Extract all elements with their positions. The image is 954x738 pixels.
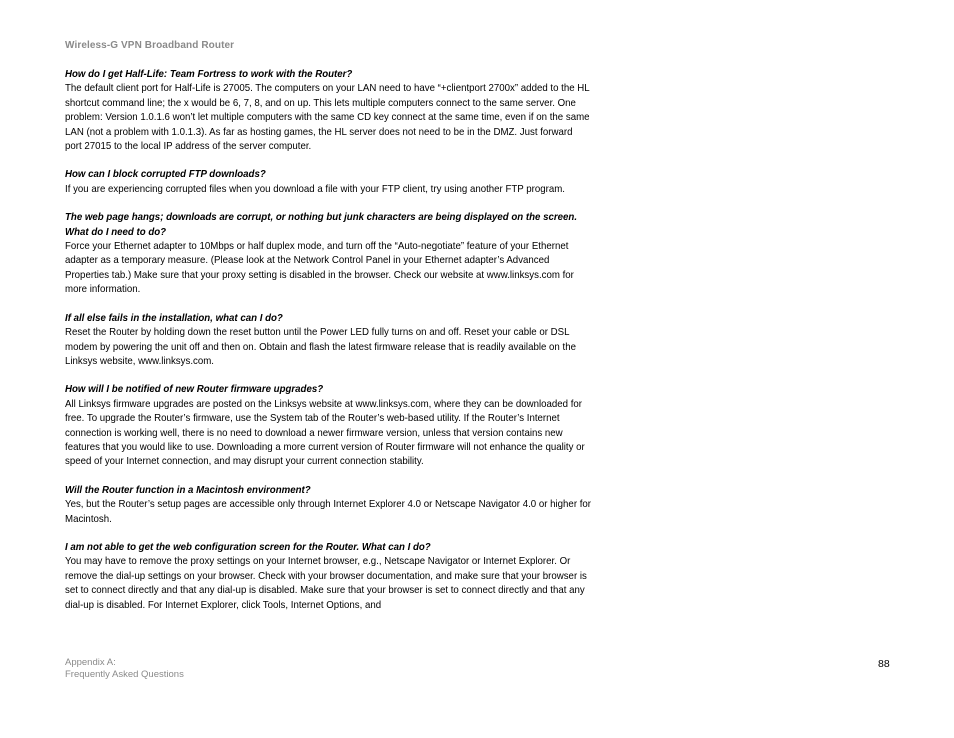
faq-item-installation-fails <box>65 312 595 370</box>
faq-question: How can I block corrupted FTP downloads? <box>65 169 266 181</box>
faq-answer: Force your Ethernet adapter to 10Mbps or half duplex mode, and turn off the “Auto-negotiate” feature of your Ethernet adapter as a temporary measure. (Please look at the Network Control Panel in your Ethernet adapter’s Advanced Properties tab.) Make sure that your proxy setting is disabled in the browser. Check our website at www.linksys.com for more information. <box>65 241 574 296</box>
footer-section-label <box>65 657 184 681</box>
faq-item-ftp-downloads <box>65 168 595 197</box>
faq-list <box>65 68 595 627</box>
faq-item-web-configuration <box>65 541 595 613</box>
faq-answer: You may have to remove the proxy settings on your Internet browser, e.g., Netscape Navigator or Internet Explorer. Or remove the dial-up settings on your browser. Check with your browser documentation, and make sure that your browser is set to connect directly and that any dial-up is disabled. Make sure that your browser is set to connect directly and that any dial-up is disabled. For Internet Explorer, click Tools, Internet Options, and <box>65 556 587 611</box>
faq-question: I am not able to get the web configuration screen for the Router. What can I do? <box>65 541 431 553</box>
faq-item-firmware-upgrades <box>65 383 595 469</box>
faq-item-half-life <box>65 68 595 154</box>
faq-answer: All Linksys firmware upgrades are posted on the Linksys website at www.linksys.com, where they can be downloaded for free. To upgrade the Router’s firmware, use the System tab of the Router’s web-based utility. If the Router’s Internet connection is working well, there is no need to download a newer firmware version, unless that version contains new features that you would like to use. Downloading a more current version of Router firmware will not enhance the quality or speed of your Internet connection, and may disrupt your current connection stability. <box>65 398 585 468</box>
page-number: 88 <box>878 658 890 670</box>
faq-answer: Yes, but the Router’s setup pages are accessible only through Internet Explorer 4.0 or Netscape Navigator 4.0 or higher for Macintosh. <box>65 499 592 525</box>
faq-answer: Reset the Router by holding down the reset button until the Power LED fully turns on and off. Reset your cable or DSL modem by powering the unit off and then on. Obtain and flash the latest firmware release that is readily available on the Linksys website, www.linksys.com. <box>65 327 576 367</box>
faq-question: How will I be notified of new Router firmware upgrades? <box>65 384 324 396</box>
footer-section-line-2: Frequently Asked Questions <box>65 669 184 680</box>
faq-question: The web page hangs; downloads are corrupt, or nothing but junk characters are being displayed on the screen. What do I need to do? <box>65 212 578 238</box>
faq-item-macintosh <box>65 484 595 527</box>
faq-answer: If you are experiencing corrupted files when you download a file with your FTP client, try using another FTP program. <box>65 183 565 195</box>
faq-question: Will the Router function in a Macintosh environment? <box>65 484 311 496</box>
faq-question: If all else fails in the installation, what can I do? <box>65 312 283 324</box>
faq-question: How do I get Half-Life: Team Fortress to work with the Router? <box>65 69 353 80</box>
footer-section-line-1: Appendix A: <box>65 657 116 668</box>
faq-item-web-page-hangs <box>65 211 595 297</box>
running-header: Wireless-G VPN Broadband Router <box>65 40 235 51</box>
faq-answer: The default client port for Half-Life is 27005. The computers on your LAN need to have “+clientport 2700x” added to the HL shortcut command line; the x would be 6, 7, 8, and on up. This lets multiple computers connect to the same server. One problem: Version 1.0.1.6 won’t let multiple computers with the same CD key connect at the same time, even if on the same LAN (not a problem with 1.0.1.3). As far as hosting games, the HL server does not need to be in the DMZ. Just forward port 27015 to the local IP address of the server computer. <box>65 83 590 153</box>
